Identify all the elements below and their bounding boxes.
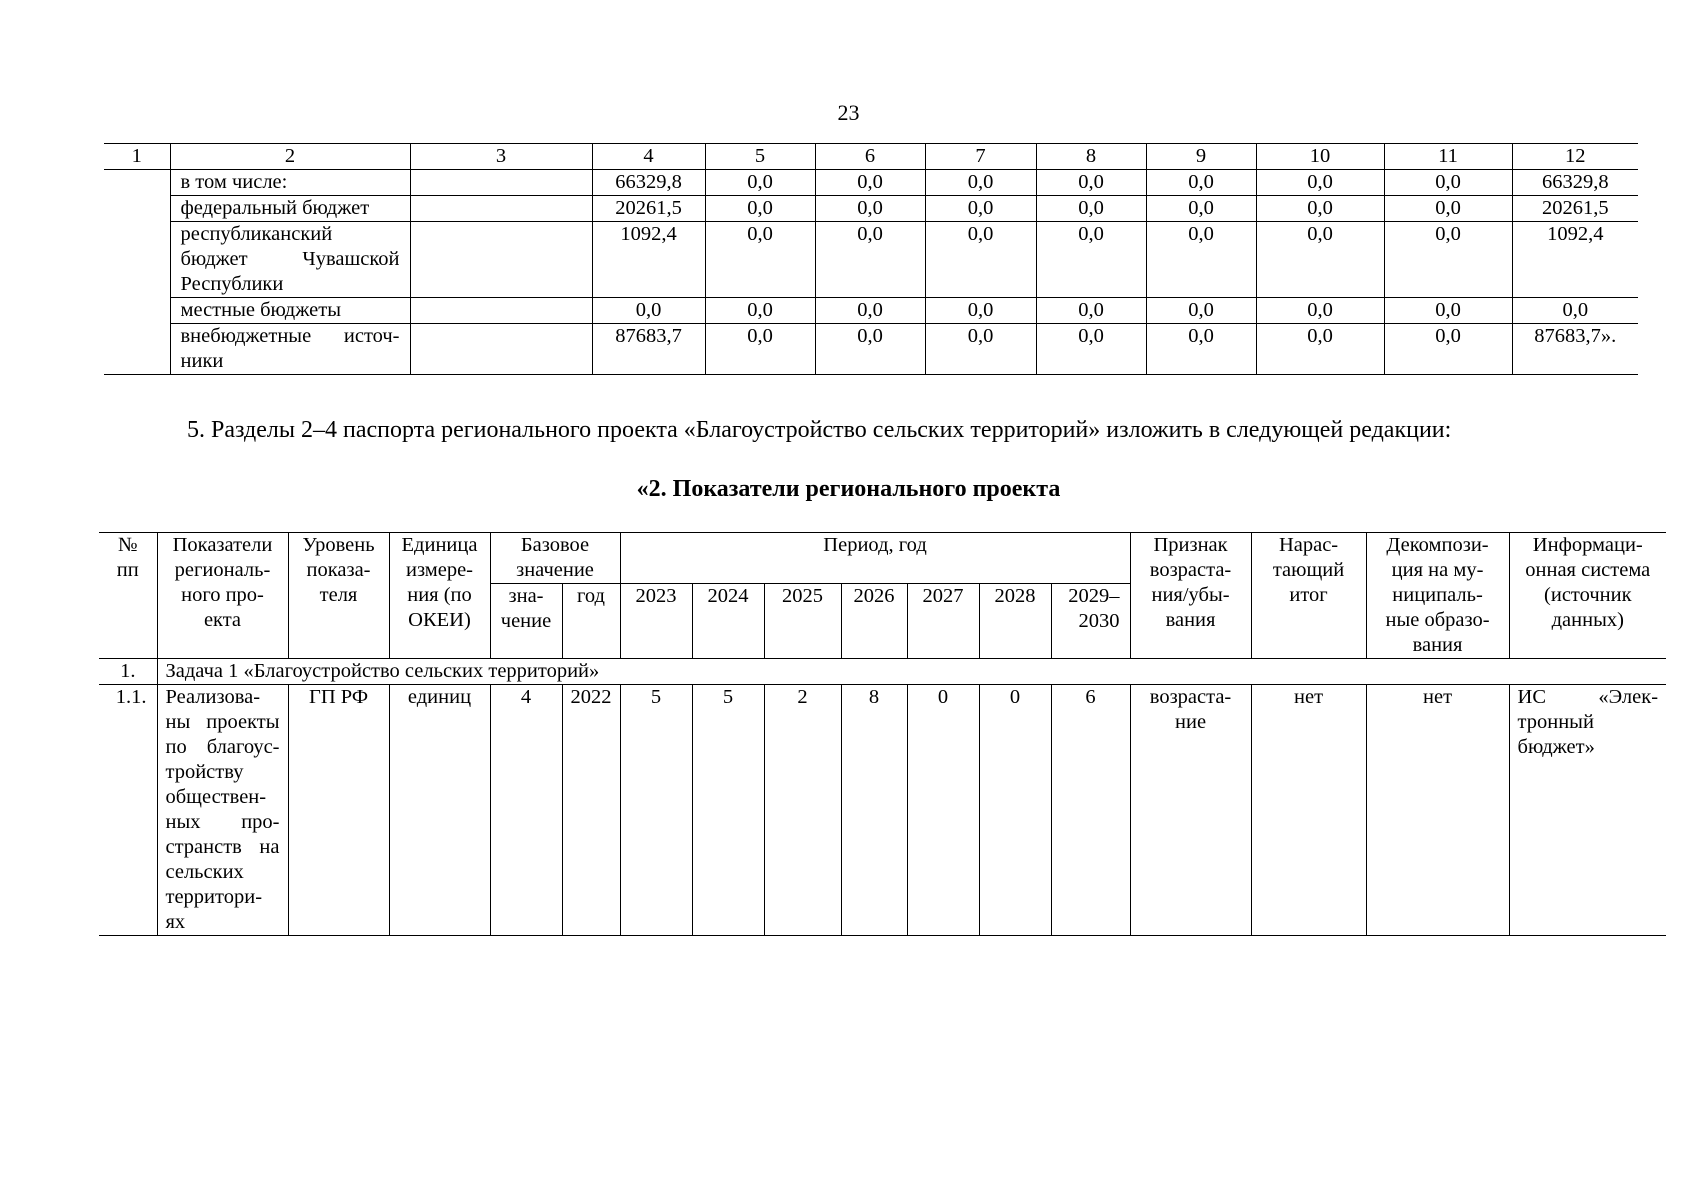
column-number: 4 [592, 144, 705, 170]
source-label: республиканский бюджет Чувашской Республики [170, 222, 410, 298]
task-row [99, 659, 1666, 685]
task-text: Задача 1 «Благоустройство сельских территорий» [157, 659, 1666, 685]
header-year: 2023 [620, 584, 692, 659]
amount-cell: 0,0 [1036, 298, 1146, 324]
row-num-cell [104, 170, 170, 196]
amount-cell: 0,0 [815, 196, 925, 222]
amount-cell: 0,0 [925, 324, 1036, 375]
source-label: местные бюджеты [170, 298, 410, 324]
empty-cell [410, 196, 592, 222]
amount-cell: 20261,5 [1512, 196, 1638, 222]
header-indicators: Показатели региональ- ного про- екта [157, 533, 288, 659]
indicator-year-value: 5 [620, 685, 692, 936]
amount-cell: 0,0 [1146, 196, 1256, 222]
column-number: 1 [104, 144, 170, 170]
row-num-cell [104, 298, 170, 324]
amount-cell: 0,0 [1384, 298, 1512, 324]
amount-cell: 0,0 [1384, 170, 1512, 196]
header-level: Уровень показа- теля [288, 533, 389, 659]
column-number: 7 [925, 144, 1036, 170]
amount-cell: 0,0 [705, 170, 815, 196]
header-trend: Признак возраста- ния/убы- вания [1130, 533, 1251, 659]
amount-cell: 0,0 [1384, 324, 1512, 375]
amount-cell: 0,0 [815, 222, 925, 298]
indicator-num: 1.1. [99, 685, 157, 936]
indicator-row [99, 685, 1666, 936]
indicator-year-value: 6 [1051, 685, 1130, 936]
amount-cell: 1092,4 [1512, 222, 1638, 298]
task-num: 1. [99, 659, 157, 685]
header-year: 2025 [764, 584, 841, 659]
amount-cell: 66329,8 [1512, 170, 1638, 196]
amount-cell: 0,0 [815, 170, 925, 196]
amount-cell: 0,0 [815, 298, 925, 324]
indicator-trend: возраста-ние [1130, 685, 1251, 936]
amount-cell: 0,0 [925, 298, 1036, 324]
amount-cell: 0,0 [1384, 196, 1512, 222]
header-period: Период, год [620, 533, 1130, 584]
header-row-1 [99, 533, 1666, 584]
header-base-value: зна- чение [490, 584, 562, 659]
amount-cell: 1092,4 [592, 222, 705, 298]
financing-row [104, 222, 1638, 298]
indicator-decomposition: нет [1366, 685, 1509, 936]
amount-cell: 0,0 [1036, 196, 1146, 222]
column-number: 12 [1512, 144, 1638, 170]
amount-cell: 0,0 [1256, 170, 1384, 196]
indicator-info-system: ИС «Элек-тронный бюджет» [1509, 685, 1666, 936]
header-year: 2027 [907, 584, 979, 659]
amount-cell: 66329,8 [592, 170, 705, 196]
header-base: Базовое значение [490, 533, 620, 584]
empty-cell [410, 324, 592, 375]
section-title: «2. Показатели регионального проекта [636, 476, 1061, 502]
amount-cell: 0,0 [925, 196, 1036, 222]
column-number: 3 [410, 144, 592, 170]
amount-cell: 0,0 [592, 298, 705, 324]
amount-cell: 0,0 [815, 324, 925, 375]
header-base-year: год [562, 584, 620, 659]
indicator-base-value: 4 [490, 685, 562, 936]
financing-table [104, 143, 1638, 375]
amount-cell: 0,0 [705, 298, 815, 324]
amount-cell: 0,0 [925, 170, 1036, 196]
column-number: 5 [705, 144, 815, 170]
source-label: федеральный бюджет [170, 196, 410, 222]
amount-cell: 0,0 [1256, 324, 1384, 375]
financing-row [104, 324, 1638, 375]
header-unit: Единица измере- ния (по ОКЕИ) [389, 533, 490, 659]
indicator-name: Реализова-ны проекты по благоус-тройству обществен-ных про-странств на сельских территори-ях [157, 685, 288, 936]
empty-cell [410, 170, 592, 196]
column-number: 11 [1384, 144, 1512, 170]
amount-cell: 0,0 [705, 324, 815, 375]
amount-cell: 0,0 [925, 222, 1036, 298]
indicator-year-value: 0 [979, 685, 1051, 936]
amount-cell: 0,0 [1384, 222, 1512, 298]
amount-cell: 0,0 [1036, 324, 1146, 375]
header-cumulative: Нарас- тающий итог [1251, 533, 1366, 659]
amount-cell: 0,0 [1146, 298, 1256, 324]
amount-cell: 0,0 [1036, 222, 1146, 298]
indicator-level: ГП РФ [288, 685, 389, 936]
column-number: 9 [1146, 144, 1256, 170]
indicator-base-year: 2022 [562, 685, 620, 936]
column-number: 6 [815, 144, 925, 170]
empty-cell [410, 222, 592, 298]
amount-cell: 0,0 [1146, 170, 1256, 196]
column-number: 2 [170, 144, 410, 170]
column-number: 10 [1256, 144, 1384, 170]
header-year: 2028 [979, 584, 1051, 659]
row-num-cell [104, 196, 170, 222]
page-number: 23 [837, 100, 860, 125]
amount-cell: 0,0 [1512, 298, 1638, 324]
header-year: 2029–2030 [1051, 584, 1130, 659]
amount-cell: 0,0 [1146, 222, 1256, 298]
amount-cell: 20261,5 [592, 196, 705, 222]
amount-cell: 0,0 [705, 196, 815, 222]
header-num: № пп [99, 533, 157, 659]
amount-cell: 0,0 [1036, 170, 1146, 196]
amount-cell: 87683,7». [1512, 324, 1638, 375]
empty-cell [410, 298, 592, 324]
financing-row [104, 196, 1638, 222]
header-year: 2024 [692, 584, 764, 659]
indicator-year-value: 8 [841, 685, 907, 936]
header-year: 2026 [841, 584, 907, 659]
amount-cell: 0,0 [1256, 196, 1384, 222]
amount-cell: 0,0 [1256, 222, 1384, 298]
indicator-unit: единиц [389, 685, 490, 936]
column-number-row [104, 144, 1638, 170]
column-number: 8 [1036, 144, 1146, 170]
amount-cell: 87683,7 [592, 324, 705, 375]
indicator-year-value: 2 [764, 685, 841, 936]
indicator-year-value: 5 [692, 685, 764, 936]
row-num-cell [104, 324, 170, 375]
financing-row [104, 170, 1638, 196]
indicator-cumulative: нет [1251, 685, 1366, 936]
indicators-table [99, 532, 1666, 936]
row-num-cell [104, 222, 170, 298]
financing-row [104, 298, 1638, 324]
source-label: внебюджетные источ-ники [170, 324, 410, 375]
header-decomposition: Декомпози- ция на му- ниципаль- ные образо- вания [1366, 533, 1509, 659]
amount-cell: 0,0 [1146, 324, 1256, 375]
amount-cell: 0,0 [705, 222, 815, 298]
source-label: в том числе: [170, 170, 410, 196]
header-info-system: Информаци- онная система (источник данных) [1509, 533, 1666, 659]
indicator-year-value: 0 [907, 685, 979, 936]
amendment-paragraph: 5. Разделы 2–4 паспорта регионального проекта «Благоустройство сельских территорий» изложить в следующей редакции: [187, 417, 1452, 443]
amount-cell: 0,0 [1256, 298, 1384, 324]
